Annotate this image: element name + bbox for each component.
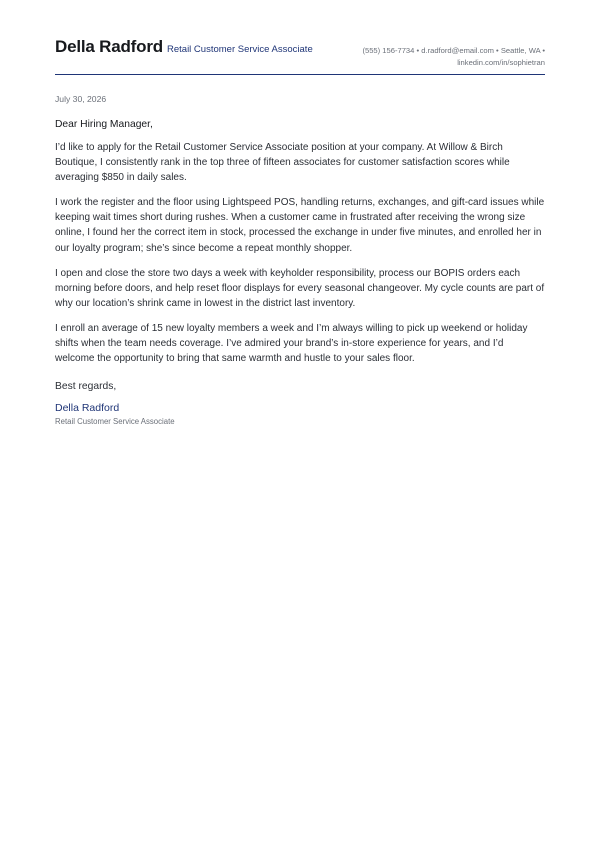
body-paragraph-2: I work the register and the floor using Lightspeed POS, handling returns, exchanges, and gift-card issues while keeping wait times short during rushes. When a customer came in frustrated after receiving the wrong size online, I found her the correct item in stock, processed the exchange in under five minutes, and enrolled her in our loyalty program; she’s since become a repeat monthly shopper. (55, 197, 545, 254)
applicant-role: Retail Customer Service Associate (167, 44, 313, 55)
salutation: Dear Hiring Manager, (55, 119, 153, 130)
body-paragraph-1: I’d like to apply for the Retail Customer Service Associate position at your company. At Willow & Birch Boutique, I consistently rank in the top three of fifteen associates for customer satisfaction scores while averaging $850 in daily sales. (55, 142, 510, 184)
letter-date: July 30, 2026 (55, 94, 107, 104)
body-paragraph-4: I enroll an average of 15 new loyalty members a week and I’m always willing to pick up weekend or holiday shifts when the team needs coverage. I’ve admired your brand’s in-store experience for years, and I’d welcome the opportunity to bring that same warmth and hustle to your sales floor. (55, 322, 528, 365)
contact-info (345, 45, 545, 69)
signature-role: Retail Customer Service Associate (55, 417, 175, 427)
letter-header (55, 36, 545, 75)
signature-name: Della Radford (55, 402, 120, 415)
contact-line-2: linkedin.com/in/sophietran (457, 58, 545, 67)
body-paragraph-3: I open and close the store two days a week with keyholder responsibility, process our BOPIS orders each morning before doors, and help reset floor displays for every seasonal changeover. My cycle counts are part of why our location’s shrink came in lowest in the district last inventory. (55, 267, 545, 309)
closing: Best regards, (55, 381, 117, 393)
contact-line-1: (555) 156-7734 • d.radford@email.com • Seattle, WA • (362, 46, 545, 55)
applicant-name: Della Radford (55, 37, 163, 56)
